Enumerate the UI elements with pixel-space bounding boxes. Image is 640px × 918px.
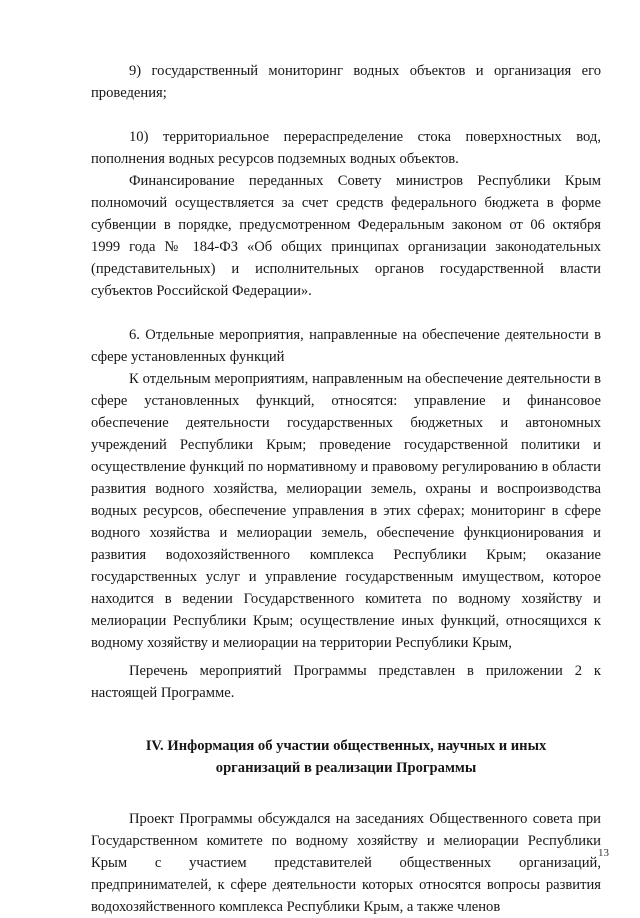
paragraph-separate-activities: К отдельным мероприятиям, направленным на обеспечение деятельности в сфере установленных функций, относятся: управление и финансовое обеспечение деятельности государственных бюджетных и автономных учреждений Республики Крым; проведение государственной политики и осуществление функций по нормативному и правовому регулированию в области развития водного хозяйства, мелиорации земель, охраны и воспроизводства водных ресурсов, обеспечение управления в этих сферах; мониторинг в сфере водного хозяйства и мелиорации земель, обеспечение функционирования и развития водохозяйственного комплекса Республики Крым; оказание государственных услуг и управление государственным имуществом, которое находится в ведении Государственного комитета по водному хозяйству и мелиорации Республики Крым; осуществление иных функций, относящихся к водному хозяйству и мелиорации на территории Республики Крым, bbox=[91, 371, 601, 651]
paragraph-financing: Финансирование переданных Совету министров Республики Крым полномочий осуществляется за счет средств федерального бюджета в форме субвенции в порядке, предусмотренном Федеральным законом от 06 октября 1999 года № 184-ФЗ «Об общих принципах организации законодательных (представительных) и исполнительных органов государственной власти субъектов Российской Федерации». bbox=[91, 173, 601, 299]
subsection-title-6: 6. Отдельные мероприятия, направленные на обеспечение деятельности в сфере установленных функций bbox=[91, 327, 601, 365]
section-heading bbox=[91, 735, 601, 779]
section-heading-line1: IV. Информация об участии общественных, научных и иных bbox=[145, 738, 547, 754]
paragraph-public-discussion: Проект Программы обсуждался на заседаниях Общественного совета при Государственном комитете по водному хозяйству и мелиорации Республики Крым с участием представителей общественных организаций, предпринимателей, к сфере деятельности которых относятся вопросы развития водохозяйственного комплекса Республики Крым, а также членов bbox=[91, 811, 601, 915]
list-item-10: 10) территориальное перераспределение стока поверхностных вод, пополнения водных ресурсов подземных водных объектов. bbox=[91, 129, 601, 167]
document-body bbox=[91, 60, 601, 918]
paragraph-activities-list: Перечень мероприятий Программы представлен в приложении 2 к настоящей Программе. bbox=[91, 663, 601, 701]
page-number: 13 bbox=[598, 847, 609, 859]
section-heading-line2: организаций в реализации Программы bbox=[215, 760, 477, 776]
list-item-9: 9) государственный мониторинг водных объектов и организация его проведения; bbox=[91, 63, 601, 101]
